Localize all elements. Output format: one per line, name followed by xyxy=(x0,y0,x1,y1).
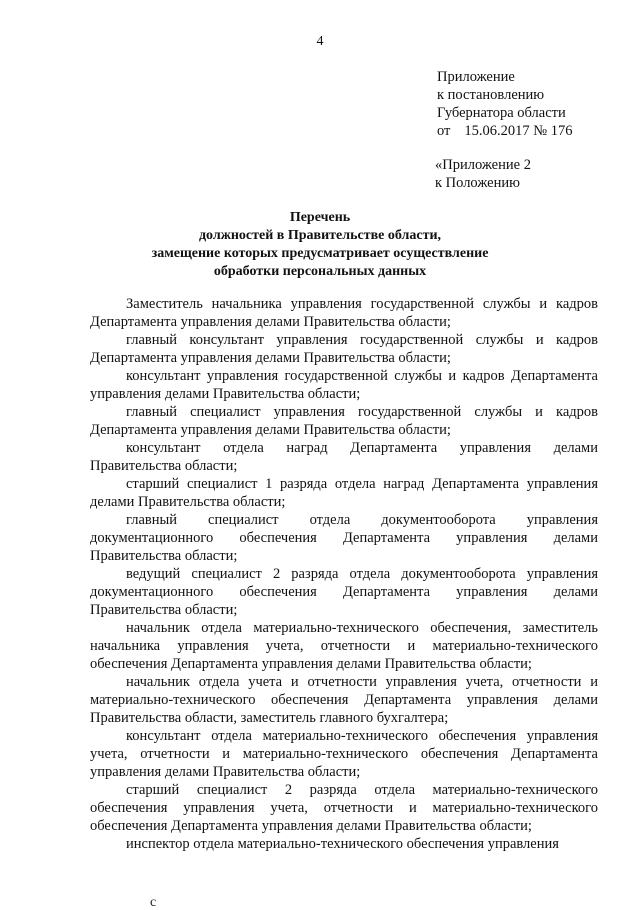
position-item: главный специалист отдела документооборота управления документационного обеспечения Департамента управления делами Правительства области; xyxy=(90,512,598,564)
approval-block xyxy=(437,68,573,140)
position-item: ведущий специалист 2 разряда отдела документооборота управления документационного обеспечения Департамента управления делами Правительства области; xyxy=(90,566,598,618)
position-item: Заместитель начальника управления государственной службы и кадров Департамента управления делами Правительства области; xyxy=(90,296,598,330)
title-line: замещение которых предусматривает осуществление xyxy=(151,246,489,261)
approval-date-prefix: от xyxy=(437,123,451,139)
position-item: старший специалист 1 разряда отдела наград Департамента управления делами Правительства области; xyxy=(90,476,598,510)
approval-line: Приложение xyxy=(437,69,515,85)
title-line: должностей в Правительстве области, xyxy=(198,228,442,243)
position-item: консультант отдела наград Департамента управления делами Правительства области; xyxy=(90,440,598,474)
title-line: Перечень xyxy=(289,210,351,225)
approval-line: к постановлению xyxy=(437,87,545,103)
position-item: инспектор отдела материально-технического обеспечения управления xyxy=(126,836,559,852)
position-item: консультант управления государственной службы и кадров Департамента управления делами Правительства области; xyxy=(90,368,598,402)
approval-order-line xyxy=(437,122,573,140)
position-item: главный специалист управления государственной службы и кадров Департамента управления делами Правительства области; xyxy=(90,404,598,438)
annex-block xyxy=(435,156,531,192)
document-title xyxy=(0,209,640,281)
position-item: главный консультант управления государственной службы и кадров Департамента управления делами Правительства области; xyxy=(90,332,598,366)
title-line: обработки персональных данных xyxy=(213,264,427,279)
position-item: начальник отдела учета и отчетности управления учета, отчетности и материально-технического обеспечения Департамента управления делами Правительства области, заместитель главного бухгалтера; xyxy=(90,674,598,726)
annex-line: «Приложение 2 xyxy=(435,157,531,173)
position-item: начальник отдела материально-технического обеспечения, заместитель начальника управления учета, отчетности и материально-технического обеспечения Департамента управления делами Правительства области; xyxy=(90,620,598,672)
positions-list xyxy=(90,295,598,853)
position-item: старший специалист 2 разряда отдела материально-технического обеспечения управления учета, отчетности и материально-технического обеспечения Департамента управления делами Правительства области; xyxy=(90,782,598,834)
position-item: консультант отдела материально-технического обеспечения управления учета, отчетности и материально-технического обеспечения Департамента управления делами Правительства области; xyxy=(90,728,598,780)
approval-date-number: 15.06.2017 № 176 xyxy=(464,123,573,139)
footer-mark: с xyxy=(150,895,157,910)
annex-line: к Положению xyxy=(435,175,520,191)
page-number: 4 xyxy=(316,34,324,49)
approval-line: Губернатора области xyxy=(437,105,566,121)
